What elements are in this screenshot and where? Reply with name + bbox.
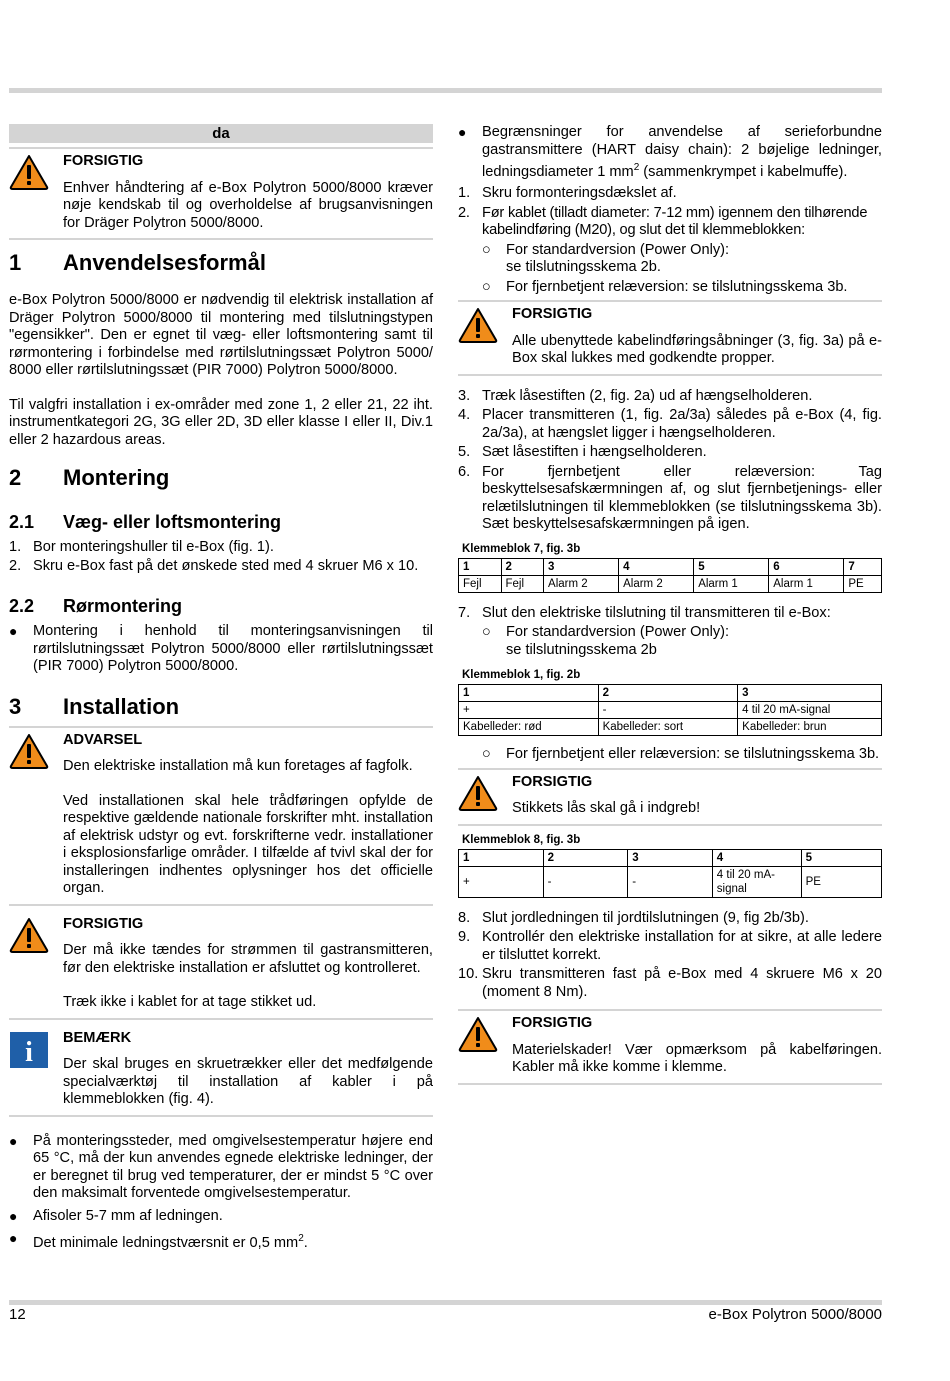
list-item: ● Afisoler 5-7 mm af ledningen. [9, 1207, 223, 1224]
terminal-table-1 [458, 684, 882, 736]
section-number: 2 [9, 465, 22, 490]
right-column [458, 124, 882, 1091]
table-row: Fejl Fejl Alarm 2 Alarm 2 Alarm 1 Alarm 1 PE [459, 575, 882, 592]
subsection-heading [9, 511, 433, 533]
subsection-heading [9, 595, 433, 617]
table-row: + - 4 til 20 mA-signal [459, 702, 882, 719]
notice-text: Der skal bruges en skruetrækker eller det medfølgende specialværktøj til installation af kabler i på klemmeblokken (fig. 4). [63, 1056, 433, 1107]
paragraph: Til valgfri installation i ex-områder med zone 1, 2 eller 21, 22 iht. instrumentkategori 2G, 3G eller 2D, 3D eller klasse I eller II, Div.1 eller 2 hazardous areas. [9, 396, 433, 448]
list-item: ● Det minimale ledningstværsnit er 0,5 $mm^2$. [9, 1230, 308, 1251]
terminal-table-8 [458, 849, 882, 898]
step-list [458, 605, 882, 623]
section-title: Installation [63, 693, 180, 719]
section-heading [9, 694, 433, 720]
list-item: 2. Skru e-Box fast på det ønskede sted med 4 skruer M6 x 10. [9, 557, 419, 574]
list-item: ● På monteringssteder, med omgivelsestemperatur højere end 65 °C, må der kun anvendes egnede elektriske ledninger, der er beregnet til brug ved temperaturer, der er mindst 5 °C over den maksimalt forventede omgivelsestemperatur. [9, 1132, 433, 1201]
list-item: 8. Slut jordledningen til jordtilslutningen (9, fig 2b/3b). [458, 909, 809, 926]
warning-triangle-icon [9, 154, 49, 190]
notice-text: Den elektriske installation må kun foretages af fagfolk. [63, 758, 413, 774]
list-item: 9. Kontrollér den elektriske installation for at sikre, at alle ledere er tilsluttet korrekt. [458, 929, 882, 963]
list-item: ○ For standardversion (Power Only): se tilslutningsskema 2b. [482, 241, 730, 276]
list-item: ○ For fjernbetjent eller relæversion: se tilslutningsskema 3b. [482, 746, 880, 763]
warning-triangle-icon [9, 733, 49, 769]
subsection-title: Væg- eller loftsmontering [63, 512, 282, 532]
notice-title: FORSIGTIG [63, 915, 144, 932]
notice-text: Ved installationen skal hele trådføringen opfylde de respektive gældende nationale forskrifter mht. installation af elektrisk udstyr og evt. forskrifterne vedr. installationer i eksplosionsfarlige områder. I tilfælde af tvivl skal der for installeringen indhentes oplysninger hos det officielle organ. [63, 792, 433, 896]
notice-title: FORSIGTIG [63, 153, 144, 169]
caution-notice [458, 300, 882, 376]
table-caption: Klemmeblok 8, fig. 3b [462, 833, 581, 846]
caution-notice [458, 768, 882, 826]
step-list [458, 388, 882, 534]
bullet-list [458, 124, 882, 181]
warning-triangle-icon [458, 775, 498, 811]
info-notice [9, 1026, 433, 1117]
notice-text: Træk ikke i kablet for at tage stikket ud. [63, 994, 317, 1010]
language-bar: da [9, 124, 433, 143]
list-item: 1. Skru formonteringsdækslet af. [458, 185, 677, 202]
section-heading [9, 465, 433, 491]
list-item: ● Begrænsninger for anvendelse af serieforbundne gastransmittere (HART daisy chain): 2 bøjelige ledninger, ledningsdiameter 1 $mm^2$ (sammenkrympet i kabelmuffe). [458, 124, 882, 180]
list-item: 7. Slut den elektriske tilslutning til transmitteren til e-Box: [458, 604, 831, 621]
list-item: 3. Træk låsestiften (2, fig. 2a) ud af hængselholderen. [458, 387, 813, 404]
list-item: 6. For fjernbetjent eller relæversion: Tag beskyttelsesafskærmningen af, og slut fjernbetjenings- eller relætilslutningen til klemmeblokken (se tilslutningsskema 3b). Sæt beskyttelsesafskærmningen på igen. [458, 463, 882, 533]
list-item: ● Montering i henhold til monteringsanvisningen til rørtilslutningssæt Polytron 5000/8000 eller rørtilslutningssæt (PIR 7000) Polytron 5000/8000. [9, 623, 433, 674]
notice-text: Enhver håndtering af e-Box Polytron 5000/8000 kræver nøje kendskab til og overholdelse af brugsanvisningen for Dräger Polytron 5000/8000. [63, 179, 433, 231]
list-item: 4. Placer transmitteren (1, fig. 2a/3a) således på e-Box (4, fig. 2a/3a), at hængslet ligger i hængselholderen. [458, 407, 882, 441]
notice-text: Der må ikke tændes for strømmen til gastransmitteren, før den elektriske installation er afsluttet og kontrolleret. [63, 942, 433, 976]
notice-text: Stikkets lås skal gå i indgreb! [512, 800, 701, 817]
step-list [9, 539, 433, 575]
notice-title: FORSIGTIG [512, 1015, 593, 1032]
section-heading [9, 250, 433, 276]
list-item: ○ For standardversion (Power Only): se tilslutningsskema 2b [482, 624, 730, 658]
footer-title: e-Box Polytron 5000/8000 [708, 1306, 882, 1323]
step-list [458, 910, 882, 1002]
warning-triangle-icon [458, 307, 498, 343]
caution-notice [9, 912, 433, 1020]
footer-rule [9, 1300, 882, 1305]
terminal-table-7 [458, 558, 882, 593]
sub-list [458, 242, 882, 297]
subsection-number: 2.2 [9, 596, 35, 616]
sub-list [458, 746, 882, 764]
header-rule [9, 88, 882, 93]
left-column [9, 124, 433, 1252]
list-item: ○ For fjernbetjent relæversion: se tilslutningsskema 3b. [482, 278, 848, 295]
section-number: 1 [9, 250, 22, 275]
table-row: 1 2 3 [459, 685, 882, 702]
page-number: 12 [9, 1306, 26, 1323]
warning-triangle-icon [9, 917, 49, 953]
warning-triangle-icon [458, 1016, 498, 1052]
bullet-list [9, 1133, 433, 1253]
table-row: + - - 4 til 20 mA-signal PE [459, 866, 882, 897]
list-item: 2. Før kablet (tilladt diameter: 7-12 mm) igennem den tilhørende kabelindføring (M20), og slut det til klemmeblokken: [458, 204, 868, 239]
sub-list [458, 624, 882, 659]
notice-title: BEMÆRK [63, 1029, 132, 1046]
notice-text: Materielskader! Vær opmærksom på kabelføringen. Kabler må ikke komme i klemme. [512, 1041, 882, 1076]
info-icon [9, 1031, 49, 1069]
section-number: 3 [9, 693, 22, 719]
list-item: 1. Bor monteringshuller til e-Box (fig. 1). [9, 539, 274, 555]
notice-title: ADVARSEL [63, 731, 143, 748]
table-row: 1 2 3 4 5 6 7 [459, 558, 882, 575]
step-list [458, 185, 882, 240]
caution-notice [458, 1009, 882, 1085]
bullet-list [9, 623, 433, 676]
notice-title: FORSIGTIG [512, 306, 593, 323]
table-caption: Klemmeblok 1, fig. 2b [462, 669, 581, 682]
table-row: 1 2 3 4 5 [459, 849, 882, 866]
warning-notice [9, 726, 433, 906]
section-title: Anvendelsesformål [63, 250, 266, 275]
list-item: 10. Skru transmitteren fast på e-Box med 4 skruere M6 x 20 (moment 8 Nm). [458, 966, 882, 1000]
table-row: Kabelleder: rød Kabelleder: sort Kabelleder: brun [459, 719, 882, 736]
caution-notice [9, 147, 433, 240]
notice-text: Alle ubenyttede kabelindføringsåbninger (3, fig. 3a) på e-Box skal lukkes med godkendte propper. [512, 332, 882, 367]
paragraph: e-Box Polytron 5000/8000 er nødvendig til elektrisk installation af Dräger Polytron 5000/8000 til montering med tilslutningstypen "egensikker". Den er egnet til væg- eller loftsmontering samt til rørmontering i forbindelse med rørtilslutningssæt Polytron 5000/ 8000 eller rørtilslutningssæt (PIR 7000) Polytron 5000/8000. [9, 292, 433, 378]
section-title: Montering [63, 465, 170, 490]
notice-title: FORSIGTIG [512, 773, 593, 790]
subsection-title: Rørmontering [63, 596, 182, 616]
table-caption: Klemmeblok 7, fig. 3b [462, 542, 581, 555]
list-item: 5. Sæt låsestiften i hængselholderen. [458, 444, 707, 461]
subsection-number: 2.1 [9, 512, 35, 532]
